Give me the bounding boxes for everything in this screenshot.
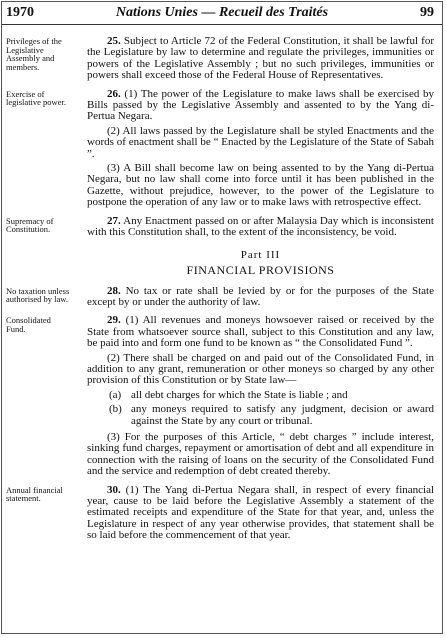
article-paragraph: (3) A Bill shall become law on being assented to by the Yang di-Pertua Negara, but no law shall come into force until it has been published in the Gazette, without prejudice, however, to the power of the Legislature to postpone the operation of any law or to make laws with retrospective effect. bbox=[87, 162, 434, 209]
header-rule bbox=[2, 24, 442, 25]
article-number: 28. bbox=[107, 284, 121, 297]
page-header bbox=[2, 5, 442, 23]
article-25 bbox=[2, 36, 442, 82]
article-number: 27. bbox=[107, 214, 121, 227]
article-paragraph bbox=[87, 36, 434, 82]
article-26 bbox=[2, 89, 442, 209]
list-text: all debt charges for which the State is liable ; and bbox=[131, 388, 348, 401]
article-paragraph: (2) There shall be charged on and paid out of the Consolidated Fund, in addition to any grant, remuneration or other moneys so charged by any other provision of this Constitution or by State law— bbox=[87, 351, 434, 387]
paragraph-text: (1) The power of the Legislature to make laws shall be exercised by Bills passed by the Legislative Assembly and assented to by the Yang di-Pertua Negara. bbox=[87, 87, 434, 123]
article-paragraph bbox=[87, 485, 434, 542]
article-number: 26. bbox=[107, 87, 121, 100]
list-item bbox=[109, 404, 434, 427]
paragraph-text: No tax or rate shall be levied by or for the purposes of the State except by or under the authority of law. bbox=[87, 284, 434, 308]
margin-note: Consolidated Fund. bbox=[6, 315, 51, 334]
margin-note: Privileges of the Legislative Assembly and members. bbox=[6, 36, 62, 72]
margin-note: No taxation unless authorised by law. bbox=[6, 285, 70, 304]
list-marker: (b) bbox=[109, 403, 122, 416]
margin-note: Exercise of legislative power. bbox=[6, 88, 66, 108]
list-item bbox=[109, 390, 434, 401]
page-content bbox=[2, 36, 442, 633]
list-text: any moneys required to satisfy any judgment, decision or award against the State by any court or tribunal. bbox=[131, 403, 434, 427]
article-paragraph bbox=[87, 286, 434, 309]
article-27 bbox=[2, 216, 442, 239]
article-28 bbox=[2, 286, 442, 309]
paragraph-text: Subject to Article 72 of the Federal Constitution, it shall be lawful for the Legislature by law to determine and regulate the privileges, immunities or powers of the Legislative Assembly ; but no such privileges, immunities or powers shall exceed those of the Federal House of Representatives. bbox=[87, 35, 435, 82]
paragraph-text: (1) The Yang di-Pertua Negara shall, in respect of every financial year, cause to be laid before the Legislative Assembly a statement of the estimated receipts and expenditure of the State for that year, and, unless the Legislature in respect of any year otherwise provides, that statement shall be so laid before the commencement of that year. bbox=[87, 483, 435, 542]
page-number: 99 bbox=[420, 5, 434, 20]
document-page bbox=[1, 1, 443, 634]
article-29 bbox=[2, 315, 442, 477]
part-label: Part III bbox=[240, 248, 281, 261]
paragraph-text: Any Enactment passed on or after Malaysia Day which is inconsistent with this Constitution shall, to the extent of the inconsistency, be void. bbox=[87, 214, 434, 239]
article-number: 29. bbox=[107, 314, 121, 327]
margin-note: Supremacy of Constitution. bbox=[6, 215, 54, 235]
article-paragraph bbox=[87, 89, 434, 123]
article-paragraph bbox=[87, 315, 434, 349]
header-year: 1970 bbox=[6, 5, 34, 20]
article-paragraph bbox=[87, 216, 434, 239]
margin-note: Annual financial statement. bbox=[6, 484, 63, 504]
header-title: Nations Unies — Recueil des Traités bbox=[115, 5, 329, 20]
part-title: FINANCIAL PROVISIONS bbox=[186, 262, 335, 277]
paragraph-text: (1) All revenues and moneys howsoever raised or received by the State from whatsoever source shall, subject to this Constitution and any law, be paid into and form one fund to be known as “ the Consolidated Fund ”. bbox=[87, 314, 434, 350]
article-paragraph: (2) All laws passed by the Legislature shall be styled Enactments and the words of enactment shall be “ Enacted by the Legislature of the State of Sabah ”. bbox=[87, 124, 434, 160]
article-number: 30. bbox=[107, 483, 121, 496]
article-30 bbox=[2, 485, 442, 542]
list-marker: (a) bbox=[109, 388, 122, 401]
article-number: 25. bbox=[107, 35, 121, 47]
article-paragraph: (3) For the purposes of this Article, “ debt charges ” include interest, sinking fund charges, repayment or amortisation of debt and all expenditure in connection with the raising of loans on the security of the Consolidated Fund and the service and redemption of debt created thereby. bbox=[87, 430, 434, 478]
